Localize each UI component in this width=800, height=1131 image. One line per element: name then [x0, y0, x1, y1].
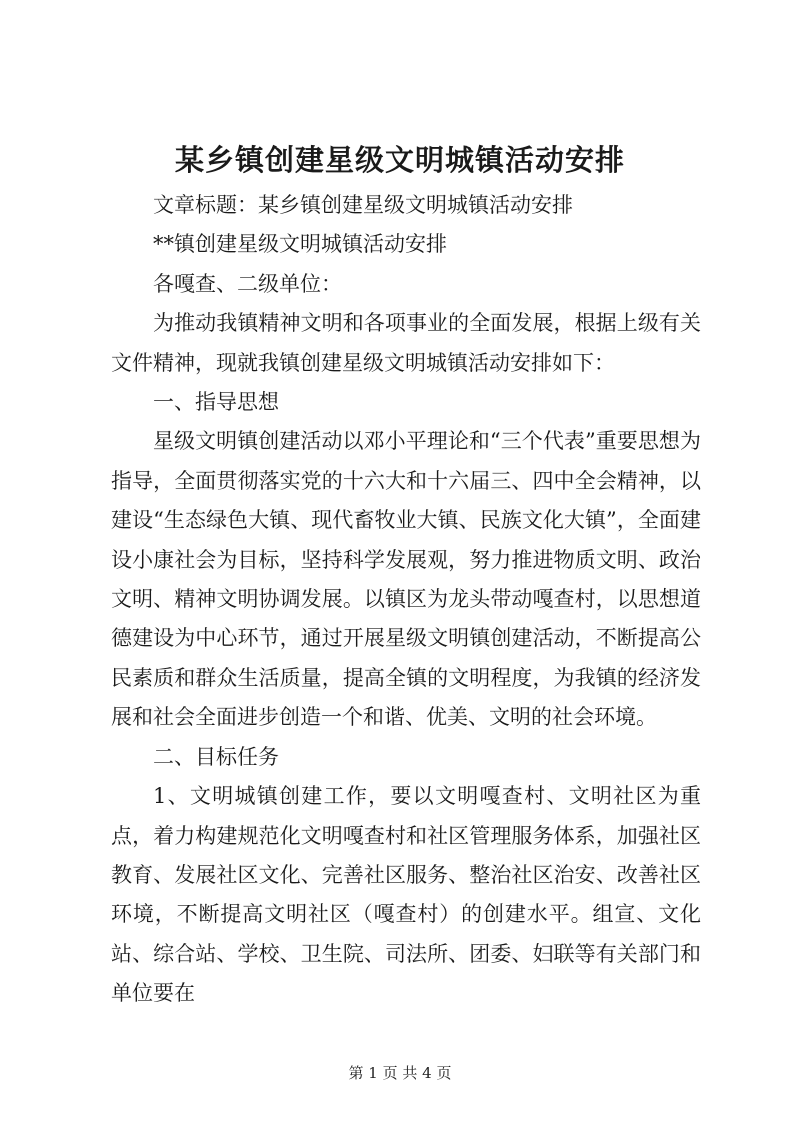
intro-paragraph: 为推动我镇精神文明和各项事业的全面发展，根据上级有关文件精神，现就我镇创建星级文明城镇活动安排如下： — [111, 311, 701, 375]
document-body — [111, 186, 701, 1014]
section-heading-goals: 二、目标任务 — [153, 744, 279, 769]
goals-paragraph-1: 1、文明城镇创建工作，要以文明嘎查村、文明社区为重点，着力构建规范化文明嘎查村和社区管理服务体系，加强社区教育、发展社区文化、完善社区服务、整治社区治安、改善社区环境，不断提高文明社区（嘎查村）的创建水平。组宣、文化站、综合站、学校、卫生院、司法所、团委、妇联等有关部门和单位要在 — [111, 784, 701, 1006]
section-heading-guiding-ideology: 一、指导思想 — [153, 390, 279, 415]
document-title: 某乡镇创建星级文明城镇活动安排 — [174, 143, 625, 177]
page-footer: 第 1 页 共 4 页 — [348, 1064, 452, 1082]
salutation: 各嘎查、二级单位： — [153, 271, 342, 296]
guiding-ideology-paragraph: 星级文明镇创建活动以邓小平理论和“三个代表”重要思想为指导，全面贯彻落实党的十六大和十六届三、四中全会精神，以建设“生态绿色大镇、现代畜牧业大镇、民族文化大镇”，全面建设小康社会为目标，坚持科学发展观，努力推进物质文明、政治文明、精神文明协调发展。以镇区为龙头带动嘎查村，以思想道德建设为中心环节，通过开展星级文明镇创建活动，不断提高公民素质和群众生活质量，提高全镇的文明程度，为我镇的经济发展和社会全面进步创造一个和谐、优美、文明的社会环境。 — [111, 429, 701, 730]
article-title-line: 文章标题：某乡镇创建星级文明城镇活动安排 — [153, 193, 573, 217]
heading-line: **镇创建星级文明城镇活动安排 — [153, 232, 447, 257]
